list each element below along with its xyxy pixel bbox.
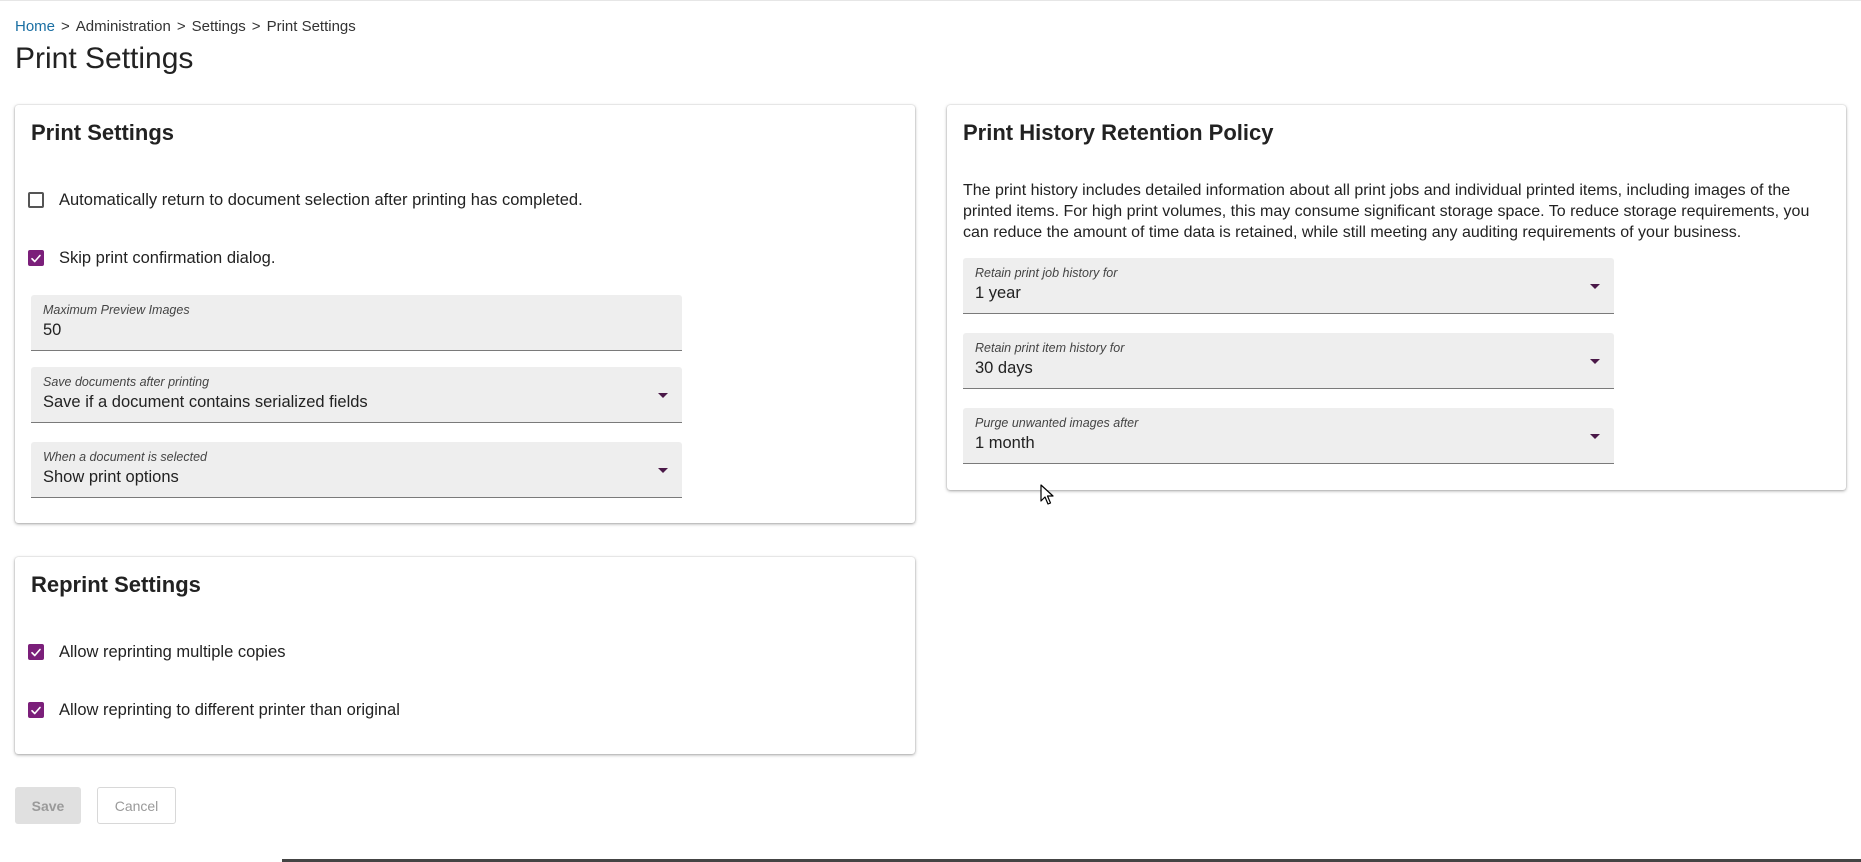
breadcrumb-administration: Administration: [75, 18, 171, 35]
max-preview-images-field[interactable]: [31, 295, 682, 351]
auto-return-checkbox-row[interactable]: [28, 188, 583, 212]
purge-images-value: 1 month: [975, 434, 1035, 452]
job-history-label: Retain print job history for: [975, 266, 1118, 280]
max-preview-images-label: Maximum Preview Images: [43, 303, 190, 317]
different-printer-label: Allow reprinting to different printer than original: [59, 700, 400, 719]
save-documents-value: Save if a document contains serialized fields: [43, 393, 368, 411]
save-documents-select[interactable]: [31, 367, 682, 423]
auto-return-label: Automatically return to document selection after printing has completed.: [59, 190, 583, 209]
page-title: Print Settings: [15, 42, 194, 75]
save-documents-label: Save documents after printing: [43, 375, 210, 389]
max-preview-images-input[interactable]: 50: [43, 321, 62, 339]
breadcrumb: [15, 18, 356, 35]
skip-confirm-label: Skip print confirmation dialog.: [59, 248, 276, 267]
when-document-selected-select[interactable]: [31, 442, 682, 498]
retention-policy-title: Print History Retention Policy: [963, 120, 1274, 145]
skip-confirm-checkbox[interactable]: [28, 250, 44, 266]
retention-description: The print history includes detailed information about all print jobs and individual printed items, including images of the printed items. For high print volumes, this may consume significant storage space. To reduce storage requirements, you can reduce the amount of time data is retained, while still meeting any auditing requirements of your business.: [963, 182, 1810, 241]
breadcrumb-home-link[interactable]: Home: [15, 18, 56, 35]
dropdown-arrow-icon: [1590, 284, 1600, 289]
multiple-copies-checkbox-row[interactable]: [28, 640, 286, 664]
dropdown-arrow-icon: [658, 393, 668, 398]
skip-confirm-checkbox-row[interactable]: [28, 246, 275, 270]
dropdown-arrow-icon: [1590, 434, 1600, 439]
when-document-selected-label: When a document is selected: [43, 450, 207, 464]
print-settings-title: Print Settings: [31, 120, 175, 145]
job-history-select[interactable]: [963, 258, 1614, 314]
checkmark-icon: [30, 704, 42, 717]
item-history-value: 30 days: [975, 359, 1033, 377]
item-history-label: Retain print item history for: [975, 341, 1125, 355]
when-document-selected-value: Show print options: [43, 468, 179, 486]
mouse-cursor-icon: [1040, 484, 1054, 506]
breadcrumb-print-settings: Print Settings: [266, 18, 356, 35]
breadcrumb-settings: Settings: [191, 18, 246, 35]
dropdown-arrow-icon: [658, 468, 668, 473]
breadcrumb-separator: >: [61, 18, 70, 35]
breadcrumb-separator: >: [176, 18, 186, 35]
reprint-settings-title: Reprint Settings: [31, 572, 201, 597]
top-divider: [0, 0, 1861, 1]
dropdown-arrow-icon: [1590, 359, 1600, 364]
purge-images-select[interactable]: [963, 408, 1614, 464]
checkmark-icon: [30, 646, 42, 659]
different-printer-checkbox-row[interactable]: [28, 698, 400, 722]
different-printer-checkbox[interactable]: [28, 702, 44, 718]
item-history-select[interactable]: [963, 333, 1614, 389]
breadcrumb-separator: >: [251, 18, 261, 35]
multiple-copies-checkbox[interactable]: [28, 644, 44, 660]
save-button[interactable]: Save: [15, 787, 81, 824]
auto-return-checkbox[interactable]: [28, 192, 44, 208]
cancel-button[interactable]: Cancel: [97, 787, 176, 824]
multiple-copies-label: Allow reprinting multiple copies: [59, 642, 286, 661]
purge-images-label: Purge unwanted images after: [975, 416, 1139, 430]
job-history-value: 1 year: [975, 284, 1021, 302]
checkmark-icon: [30, 252, 42, 265]
